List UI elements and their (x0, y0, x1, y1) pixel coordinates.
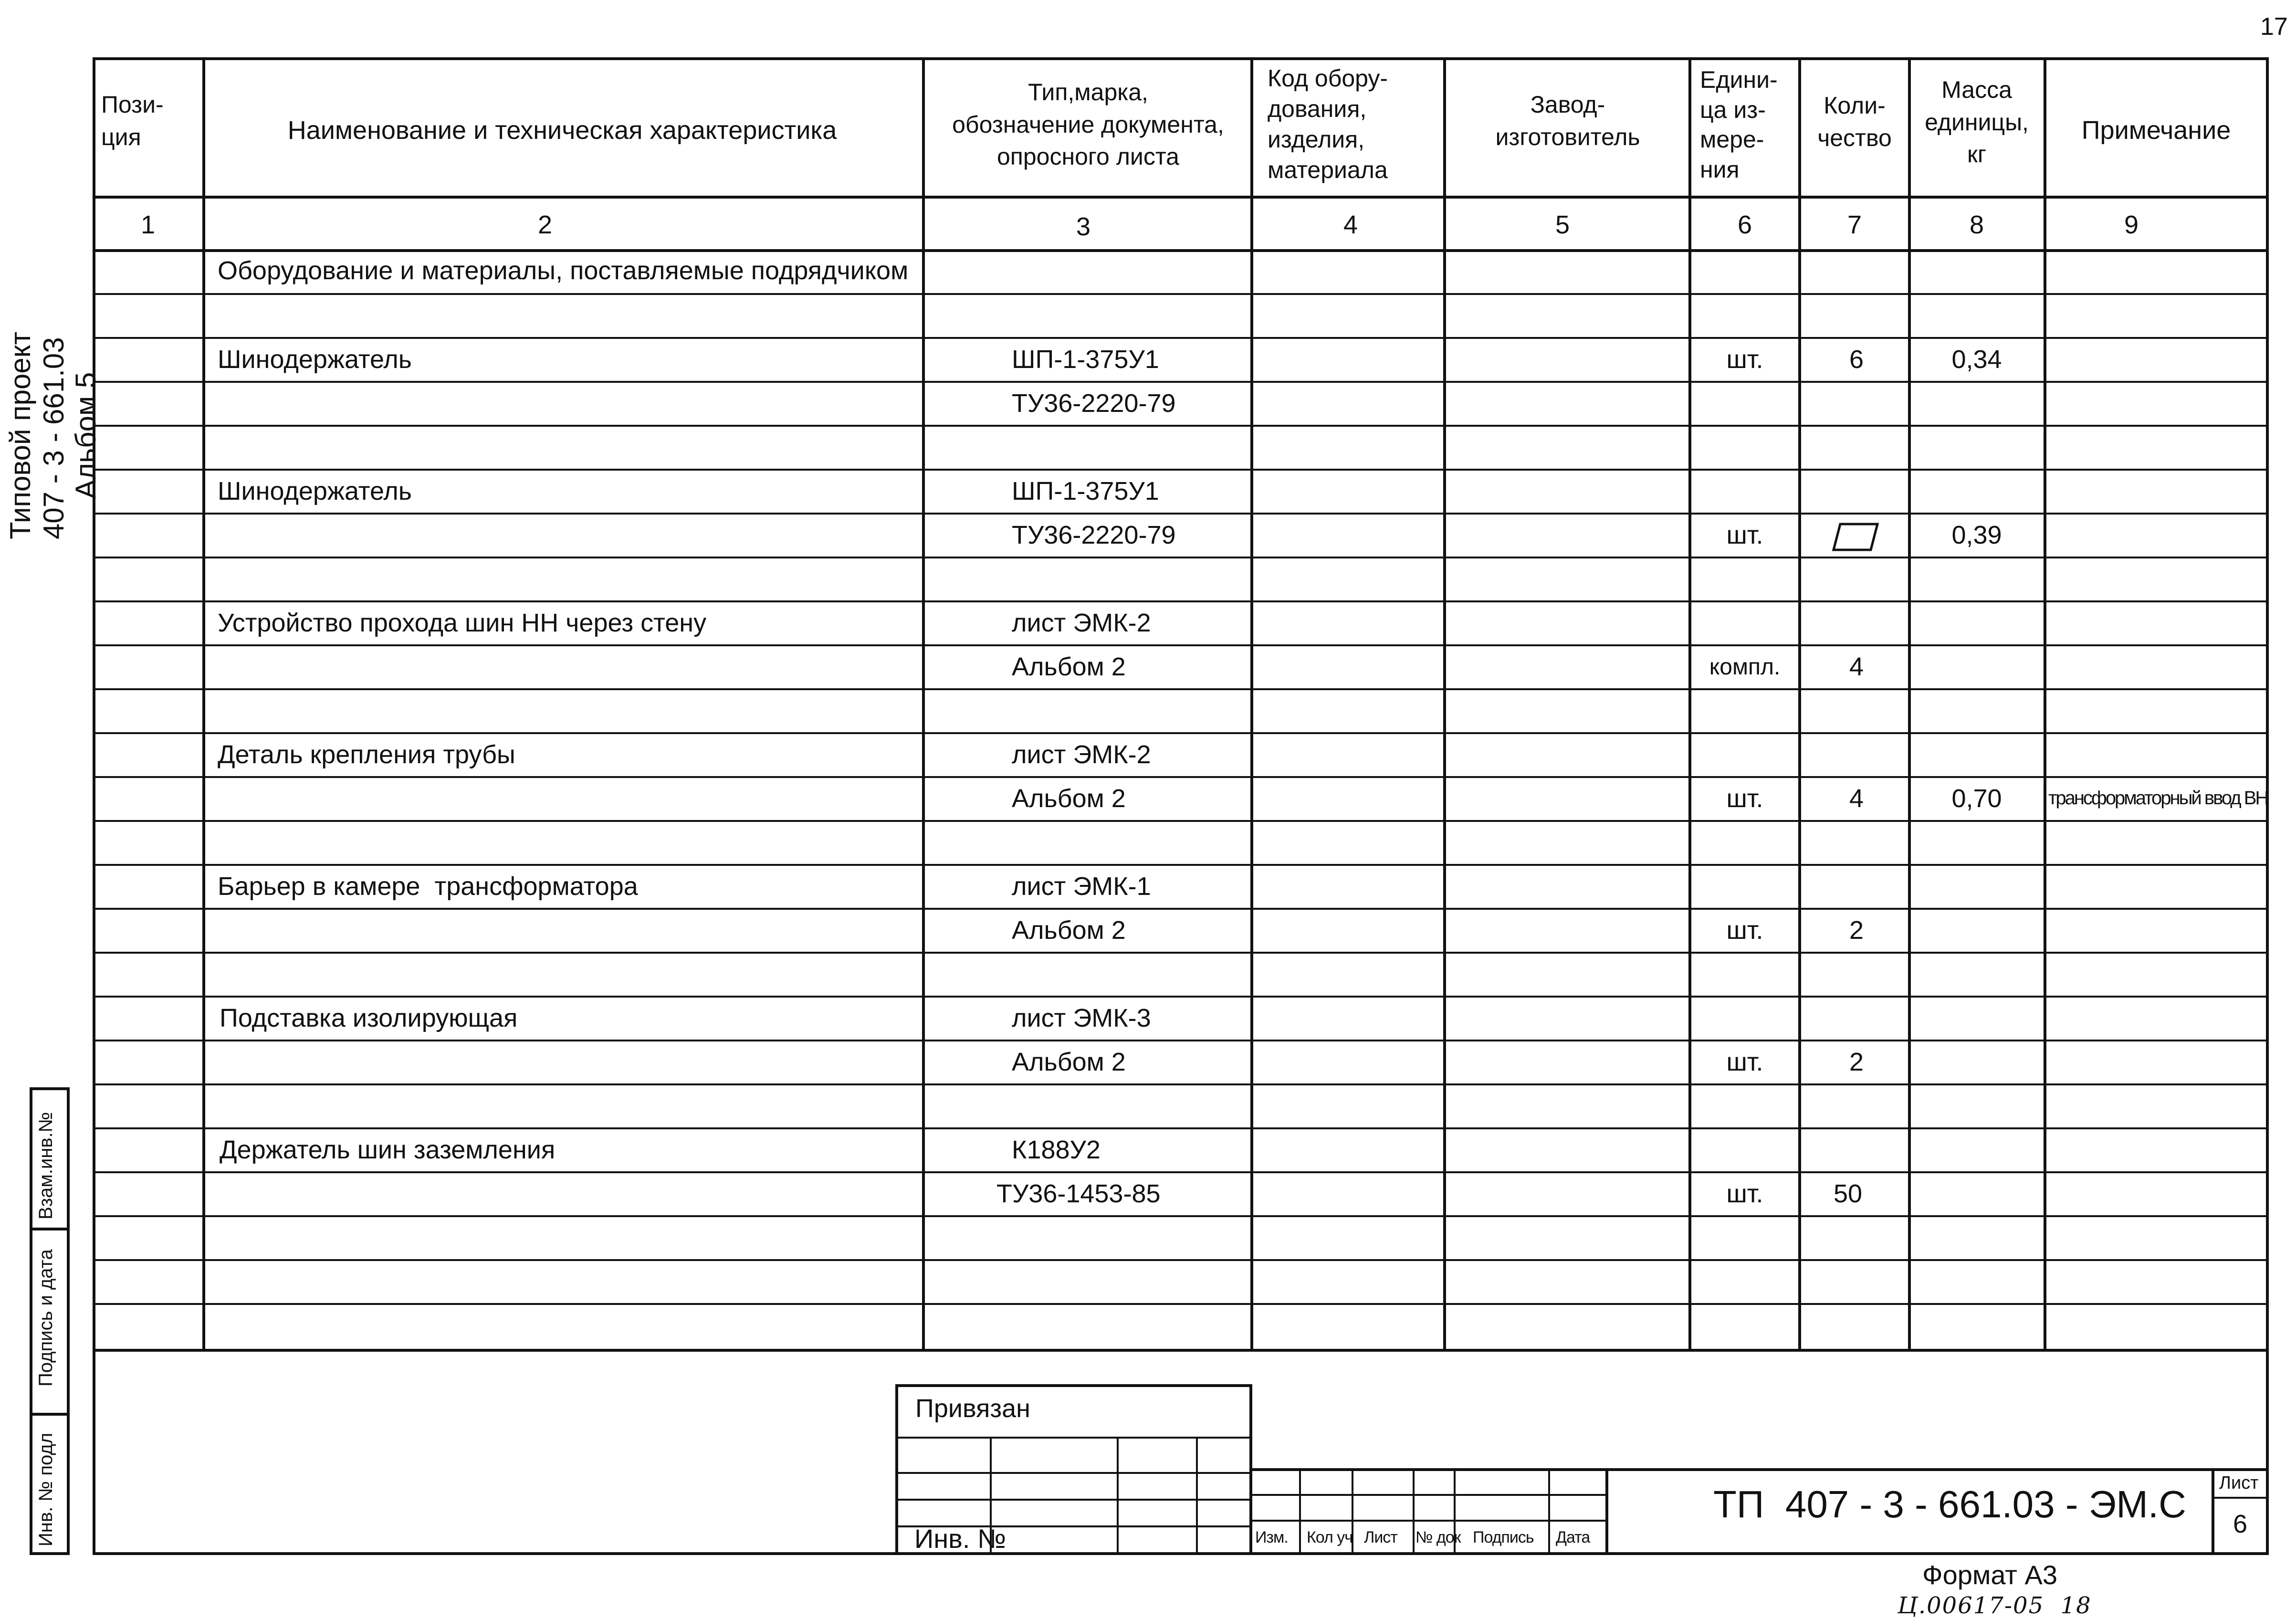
row-type: ШП-1-375У1 (1012, 345, 1159, 374)
column-number: 6 (1737, 210, 1752, 239)
row-type: ТУ36-2220-79 (1012, 521, 1176, 549)
header-type: Тип,марка, обозначение документа, опросного листа (952, 79, 1224, 170)
row-qty: 50 (1833, 1179, 1863, 1208)
column-number: 5 (1555, 210, 1570, 239)
row-name: Барьер в камере трансформатора (218, 872, 638, 901)
row-name: Деталь крепления трубы (218, 740, 515, 769)
row-qty: 6 (1849, 345, 1864, 374)
row-qty: 4 (1849, 784, 1864, 813)
document-designation: ТП 407 - 3 - 661.03 - ЭМ.С (1713, 1483, 2186, 1525)
handwritten-code: Ц.00617-05 18 (1898, 1592, 2092, 1619)
row-qty: 4 (1849, 652, 1864, 681)
row-qty: 2 (1849, 1048, 1864, 1076)
row-note: трансформаторный ввод ВН (2048, 788, 2268, 809)
side-stamp-line2: 407 - 3 - 661.03 (38, 337, 70, 539)
column-number: 4 (1343, 210, 1358, 239)
privyazan-label: Привязан (915, 1394, 1030, 1423)
row-unit: шт. (1726, 784, 1763, 813)
row-qty: 2 (1849, 916, 1864, 945)
row-type: ТУ36-1453-85 (996, 1179, 1161, 1208)
parallelogram-mark-icon (1832, 522, 1879, 552)
row-type: Альбом 2 (1012, 916, 1126, 945)
rev-header-no-dok: № док (1415, 1528, 1461, 1546)
rev-header-podpis: Подпись (1473, 1528, 1534, 1546)
header-qty: Коли- чество (1817, 92, 1892, 151)
column-number: 2 (537, 210, 553, 239)
page-number: 17 (2260, 13, 2288, 41)
rev-header-list: Лист (1364, 1528, 1397, 1546)
row-type: Альбом 2 (1012, 652, 1126, 681)
column-number: 9 (2124, 210, 2139, 239)
row-unit: компл. (1709, 654, 1781, 680)
column-number: 3 (1076, 212, 1091, 241)
rev-header-kol-uch: Кол уч (1307, 1528, 1352, 1546)
header-unit: Едини- ца из- мере- ния (1700, 66, 1778, 183)
row-mass: 0,39 (1951, 521, 2002, 549)
row-type: К188У2 (1012, 1135, 1101, 1164)
header-mass: Масса единицы, кг (1925, 76, 2029, 168)
sheet-number: 6 (2233, 1510, 2248, 1538)
inv-no-label: Инв. № (914, 1524, 1006, 1554)
rev-header-izm: Изм. (1255, 1528, 1288, 1546)
row-type: ТУ36-2220-79 (1012, 389, 1176, 418)
row-unit: шт. (1726, 345, 1763, 374)
row-unit: шт. (1726, 1048, 1763, 1076)
row-name: Держатель шин заземления (220, 1135, 556, 1164)
row-type: Альбом 2 (1012, 784, 1126, 813)
row-unit: шт. (1726, 521, 1763, 549)
header-code: Код обору- дования, изделия, материала (1268, 65, 1388, 183)
format-label: Формат А3 (1922, 1560, 2057, 1590)
side-stamp-line1: Типовой проект (4, 331, 36, 539)
side-stamp-line3: Альбом 5 (70, 372, 102, 499)
row-unit: шт. (1726, 916, 1763, 945)
row-type: лист ЭМК-3 (1012, 1004, 1151, 1032)
header-note: Примечание (2081, 116, 2231, 145)
sheet-label: Лист (2219, 1473, 2259, 1493)
row-name: Шинодержатель (218, 345, 412, 374)
row-name: Шинодержатель (218, 477, 412, 505)
row-type: ШП-1-375У1 (1012, 477, 1159, 505)
row-name: Оборудование и материалы, поставляемые подрядчиком (218, 256, 909, 285)
margin-label-podpis: Подпись и дата (35, 1249, 56, 1387)
row-type: лист ЭМК-2 (1012, 740, 1151, 769)
row-type: лист ЭМК-2 (1012, 609, 1151, 637)
header-pos: Пози- ция (101, 91, 164, 150)
row-name: Устройство прохода шин НН через стену (218, 609, 707, 637)
rev-header-data: Дата (1556, 1528, 1590, 1546)
column-number: 7 (1847, 210, 1862, 239)
margin-label-vzam: Взам.инв.№ (35, 1112, 56, 1220)
row-type: лист ЭМК-1 (1012, 872, 1151, 901)
row-mass: 0,70 (1951, 784, 2002, 813)
row-type: Альбом 2 (1012, 1048, 1126, 1076)
row-name: Подставка изолирующая (220, 1004, 518, 1032)
column-number: 8 (1969, 210, 1984, 239)
row-mass: 0,34 (1951, 345, 2002, 374)
column-number: 1 (140, 210, 156, 239)
row-unit: шт. (1726, 1179, 1763, 1208)
margin-label-inv-podl: Инв. № подл (35, 1432, 56, 1546)
header-name: Наименование и техническая характеристика (287, 116, 837, 145)
header-maker: Завод- изготовитель (1495, 91, 1640, 150)
